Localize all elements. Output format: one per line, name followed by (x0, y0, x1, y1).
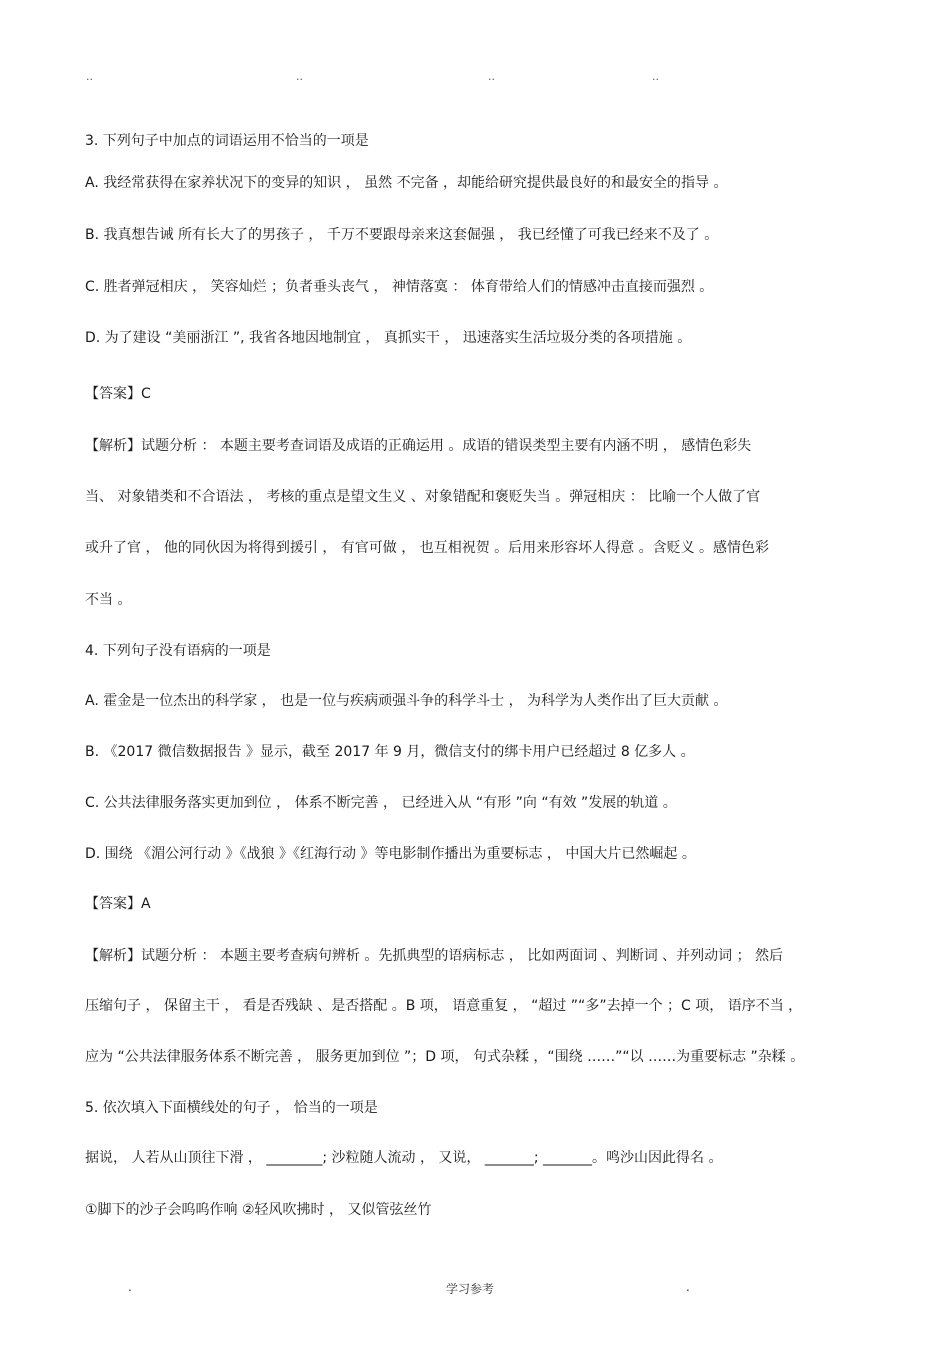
q5-stem: 5. 依次填入下面横线处的句子 ， 恰当的一项是 (85, 1100, 378, 1116)
q4-analysis-line: 压缩句子 ， 保留主干 ， 看是否残缺 、是否搭配 。B 项， 语意重复 ， “超过 ”“多”去掉一个 ；C 项， 语序不当 ， (85, 998, 803, 1014)
q3-stem: 3. 下列句子中加点的词语运用不恰当的一项是 (85, 133, 369, 149)
q4-option-c: C. 公共法律服务落实更加到位 ， 体系不断完善 ， 已经进入从 “有形 ”向 “有效 ”发展的轨道 。 (85, 795, 677, 811)
q5-options: ①脚下的沙子会呜呜作响 ②轻风吹拂时 ， 又似管弦丝竹 (85, 1202, 432, 1218)
q3-analysis-line: 当、 对象错类和不合语法 ， 考核的重点是望文生义 、对象错配和褒贬失当 。弹冠相庆 ： 比喻一个人做了官 (85, 489, 761, 505)
q3-analysis-line: 不当 。 (85, 592, 132, 608)
dot-mark: .. (488, 70, 495, 83)
q4-option-b: B. 《2017 微信数据报告 》显示，截至 2017 年 9 月，微信支付的绑卡用户已经超过 8 亿多人 。 (85, 744, 695, 760)
q5-passage: 据说， 人若从山顶往下滑 ， ________; 沙粒随人流动 ， 又说， _______; _______。鸣沙山因此得名 。 (85, 1150, 723, 1166)
dot-mark: .. (86, 70, 93, 83)
q4-option-d: D. 围绕 《湄公河行动 》《战狼 》《红海行动 》等电影制作播出为重要标志 ， 中国大片已然崛起 。 (85, 846, 696, 862)
footer-caption: 学习参考 (446, 1282, 495, 1296)
q3-analysis-line: 【解析】试题分析 ： 本题主要考查词语及成语的正确运用 。成语的错误类型主要有内涵不明 ， 感情色彩失 (85, 438, 752, 454)
q4-option-a: A. 霍金是一位杰出的科学家 ， 也是一位与疾病顽强斗争的科学斗士 ， 为科学为人类作出了巨大贡献 。 (85, 693, 728, 709)
dot-mark: .. (652, 70, 659, 83)
q4-answer: 【答案】A (85, 896, 151, 912)
q3-option-d: D. 为了建设 “美丽浙江 ”, 我省各地因地制宜 ， 真抓实干 ， 迅速落实生活垃圾分类的各项措施 。 (85, 330, 692, 346)
q3-analysis-line: 或升了官 ， 他的同伙因为将得到援引 ， 有官可做 ， 也互相祝贺 。后用来形容坏人得意 。含贬义 。感情色彩 (85, 540, 770, 556)
footer-right-mark: . (686, 1280, 690, 1294)
dot-mark: .. (296, 70, 303, 83)
q3-answer: 【答案】C (85, 386, 151, 402)
q3-option-b: B. 我真想告诫 所有长大了的男孩子 ， 千万不要跟母亲来这套倔强 ， 我已经懂了可我已经来不及了 。 (85, 227, 719, 243)
q4-analysis-line: 应为 “公共法律服务体系不断完善 ， 服务更加到位 ”；D 项， 句式杂糅 ，“围绕 ……”“以 ……为重要标志 ”杂糅 。 (85, 1049, 805, 1065)
q4-stem: 4. 下列句子没有语病的一项是 (85, 643, 271, 659)
footer-left-mark: . (128, 1280, 132, 1294)
q4-analysis-line: 【解析】试题分析 ： 本题主要考查病句辨析 。先抓典型的语病标志 ， 比如两面词 、判断词 、并列动词 ； 然后 (85, 948, 784, 964)
q3-option-a: A. 我经常获得在家养状况下的变异的知识 ， 虽然 不完备 ，却能给研究提供最良好的和最安全的指导 。 (85, 175, 728, 191)
q3-option-c: C. 胜者弹冠相庆 ， 笑容灿烂 ；负者垂头丧气 ， 神情落寞 ： 体育带给人们的情感冲击直接而强烈 。 (85, 279, 714, 295)
